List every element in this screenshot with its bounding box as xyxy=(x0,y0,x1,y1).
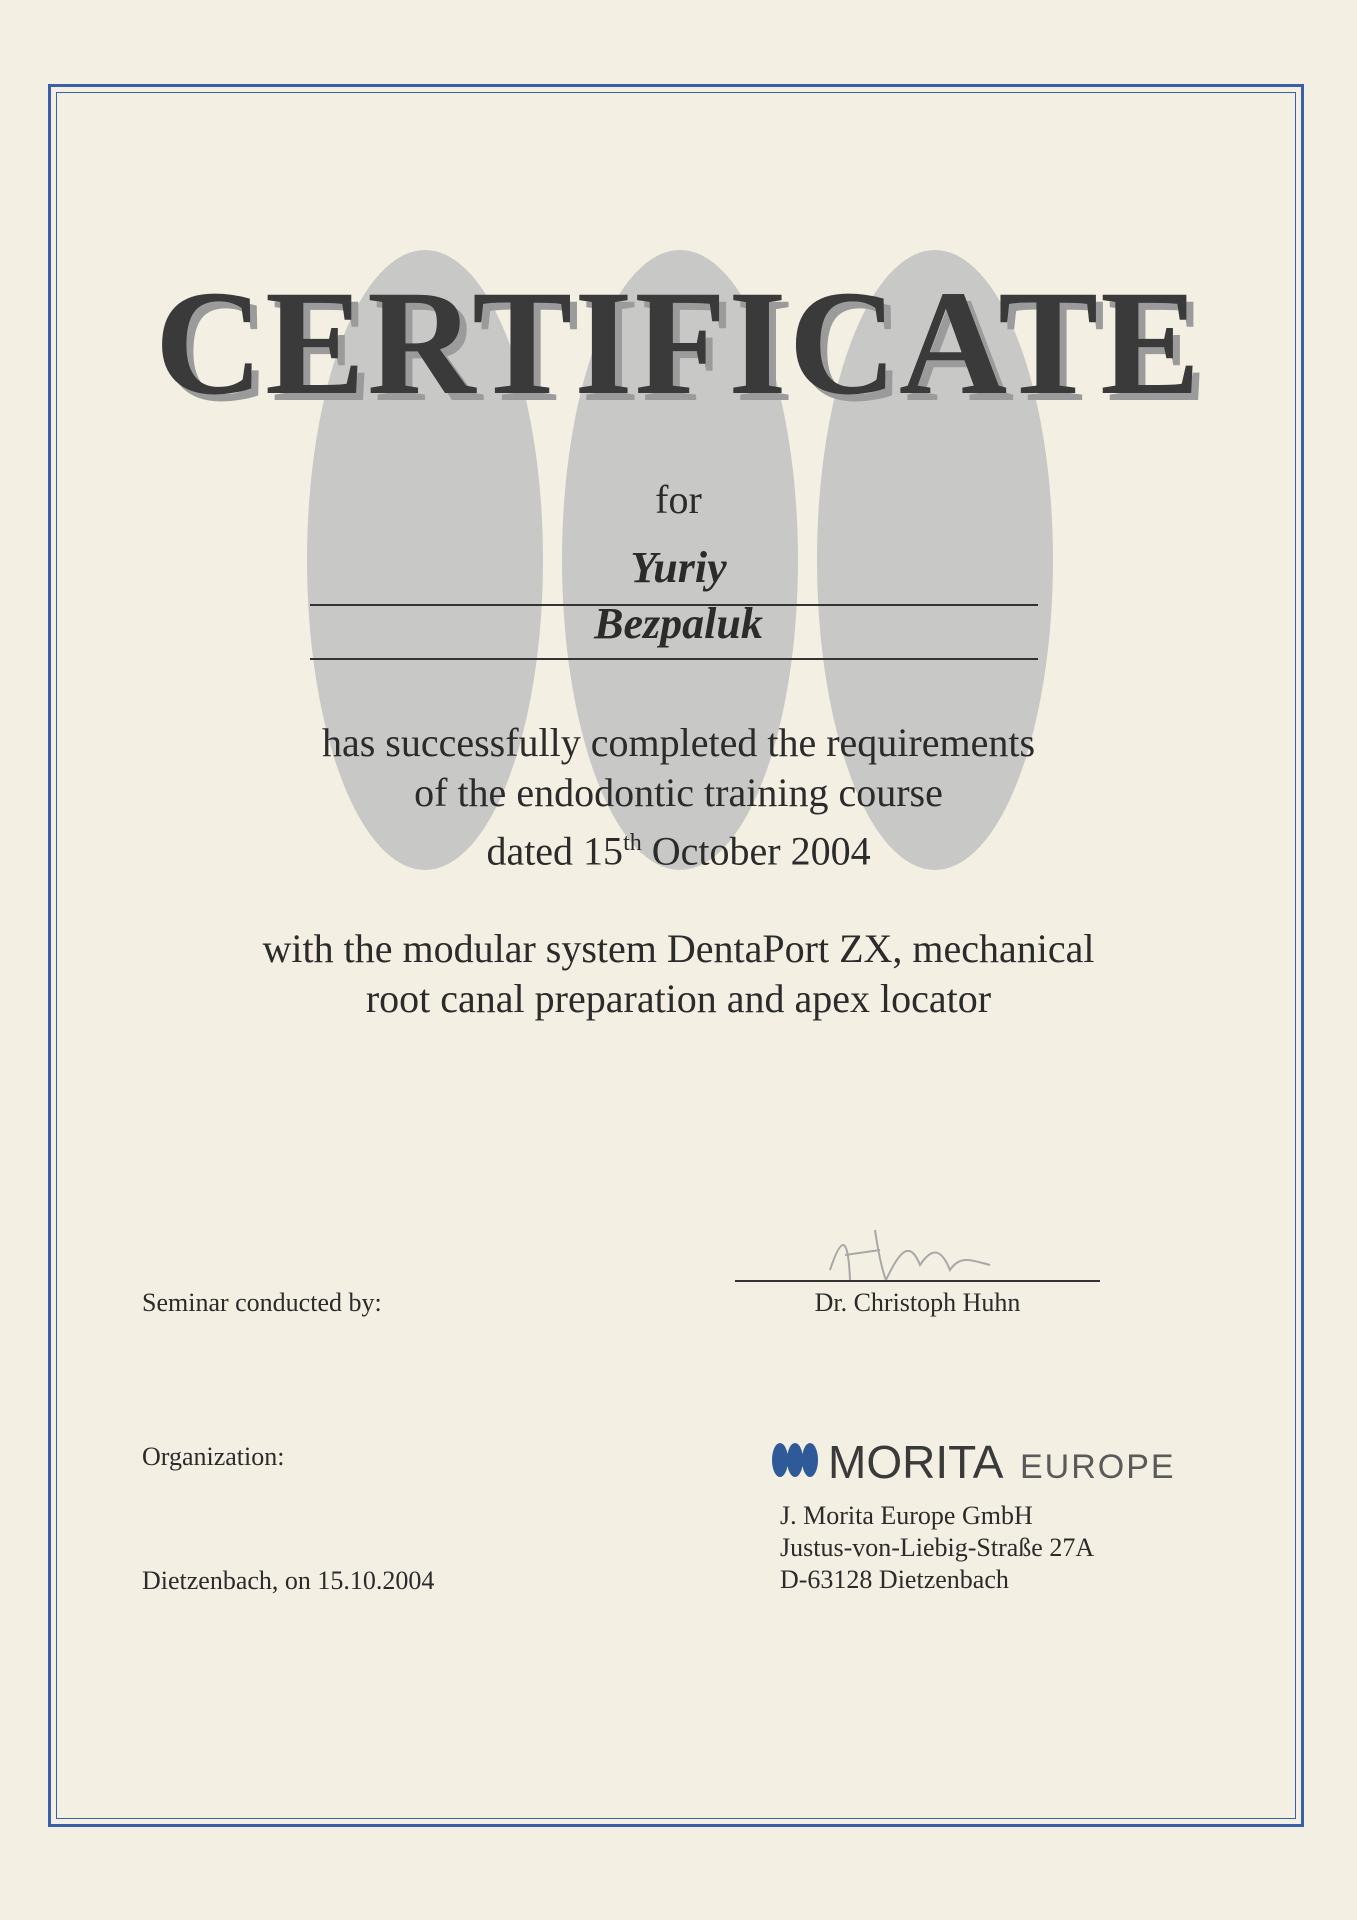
morita-logo-mark-icon xyxy=(772,1443,818,1477)
organization-label: Organization: xyxy=(142,1442,285,1471)
date-suffix: October 2004 xyxy=(641,828,871,874)
signature-icon xyxy=(820,1210,1000,1290)
logo-morita-text: MORITA xyxy=(828,1436,1004,1488)
signature-line xyxy=(735,1280,1100,1282)
certificate-title: CERTIFICATE xyxy=(154,260,1203,426)
completion-line: of the endodontic training course xyxy=(414,770,943,815)
signer-name: Dr. Christoph Huhn xyxy=(814,1288,1021,1317)
morita-europe-logo xyxy=(770,1430,1210,1490)
address-line: Justus-von-Liebig-Straße 27A xyxy=(780,1533,1095,1562)
course-date xyxy=(0,818,1357,876)
completion-line: has successfully completed the requirements xyxy=(321,720,1036,765)
system-line: root canal preparation and apex locator xyxy=(365,976,992,1021)
date-prefix: dated 15 xyxy=(486,828,624,874)
address-line: D-63128 Dietzenbach xyxy=(780,1565,1009,1594)
place-and-date: Dietzenbach, on 15.10.2004 xyxy=(142,1566,435,1595)
for-label: for xyxy=(655,477,702,522)
date-ordinal: th xyxy=(623,830,642,856)
system-text xyxy=(0,924,1357,1024)
name-underline xyxy=(310,658,1038,660)
completion-text xyxy=(0,718,1357,876)
system-line: with the modular system DentaPort ZX, mechanical xyxy=(262,926,1095,971)
recipient-first-name: Yuriy xyxy=(630,543,727,592)
seminar-label: Seminar conducted by: xyxy=(142,1288,382,1317)
recipient-last-name: Bezpaluk xyxy=(594,599,763,648)
address-line: J. Morita Europe GmbH xyxy=(780,1501,1033,1530)
organization-address xyxy=(780,1500,1094,1596)
logo-europe-text: EUROPE xyxy=(1020,1448,1176,1486)
